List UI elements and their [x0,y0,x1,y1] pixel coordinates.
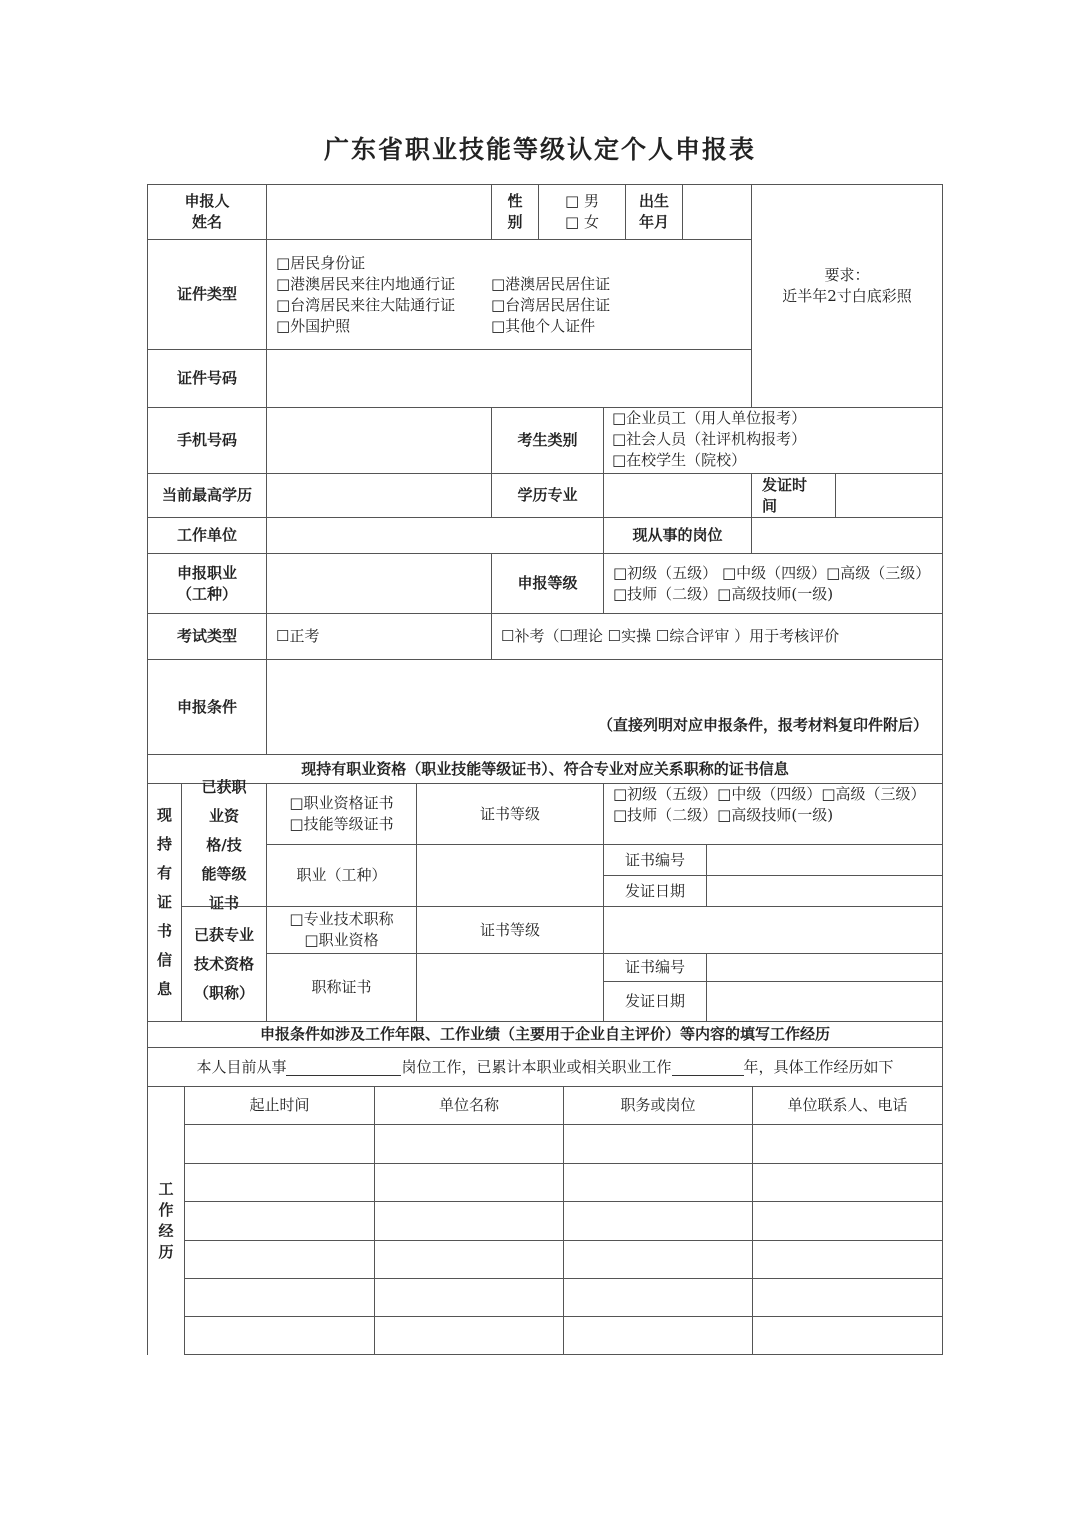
id-type-option[interactable]: □港澳居民居住证 [491,274,611,293]
education-label: 当前最高学历 [147,473,267,518]
work-history-cell[interactable] [374,1124,564,1164]
conditions-field[interactable] [266,659,943,755]
occupation-field[interactable] [266,553,492,614]
gender-label: 性别 [491,184,539,240]
work-side-label: 工作经历 [147,1086,185,1355]
birth-label: 出生年月 [625,184,683,240]
cert-level-option-row[interactable]: □技师（二级）□高级技师(一级) [613,806,834,824]
education-field[interactable] [266,473,492,518]
phone-label: 手机号码 [147,407,267,474]
id-number-field[interactable] [266,349,752,408]
years-blank[interactable] [672,1059,744,1076]
sentence-part: 岗位工作，已累计本职业或相关职业工作 [401,1057,672,1076]
birth-field[interactable] [682,184,752,240]
issue-date-field[interactable] [706,875,943,907]
work-history-cell[interactable] [752,1124,943,1164]
work-history-cell[interactable] [752,1201,943,1241]
work-history-cell[interactable] [374,1201,564,1241]
professional-cert-option[interactable]: □职业资格 [304,931,379,949]
work-history-cell[interactable] [563,1278,753,1317]
candidate-type-label: 考生类别 [491,407,604,474]
id-type-option[interactable]: □港澳居民来往内地通行证 [276,274,456,293]
issue-date-label: 发证日期 [603,981,707,1022]
cert-no-label: 证书编号 [603,844,707,876]
issue-date-field[interactable] [706,981,943,1022]
id-type-option[interactable]: □台湾居民来往大陆通行证 [276,295,456,314]
vocational-cert-option[interactable]: □职业资格证书 [289,794,394,812]
issue-time-field[interactable] [835,473,943,518]
conditions-label: 申报条件 [147,659,267,755]
level-label: 申报等级 [491,553,604,614]
work-history-cell[interactable] [184,1124,375,1164]
work-section-header: 申报条件如涉及工作年限、工作业绩（主要用于企业自主评价）等内容的填写工作经历 [147,1021,943,1048]
work-history-cell[interactable] [563,1201,753,1241]
name-label: 申报人姓名 [147,184,267,240]
candidate-type-options[interactable] [603,407,943,474]
title-cert-label: 职称证书 [266,953,417,1022]
work-history-cell[interactable] [563,1240,753,1279]
issue-date-label: 发证日期 [603,875,707,907]
photo-area[interactable] [751,184,943,408]
position-field[interactable] [751,517,943,554]
work-history-cell[interactable] [184,1201,375,1241]
cert-level-options[interactable] [603,783,943,845]
cert-level-option-row[interactable]: □初级（五级）□中级（四级）□高级（三级） [613,785,926,803]
photo-req-label: 要求： [824,266,870,284]
candidate-type-option[interactable]: □社会人员（社评机构报考） [612,430,807,448]
cert-no-field[interactable] [706,953,943,982]
work-history-cell[interactable] [752,1163,943,1202]
work-history-cell[interactable] [563,1163,753,1202]
vocational-cert-label: 已获职业资格/技能等级证书 [181,783,267,907]
major-field[interactable] [603,473,752,518]
cert-level-label: 证书等级 [416,906,604,954]
cert-level-label: 证书等级 [416,783,604,845]
gender-options[interactable] [538,184,626,240]
employer-field[interactable] [266,517,604,554]
work-column-header: 单位名称 [374,1086,564,1125]
id-type-option[interactable]: □台湾居民居住证 [491,295,611,314]
work-history-cell[interactable] [184,1316,375,1355]
work-history-cell[interactable] [184,1278,375,1317]
major-label: 学历专业 [491,473,604,518]
work-column-header: 单位联系人、电话 [752,1086,943,1125]
id-type-option[interactable]: □居民身份证 [276,253,366,272]
name-field[interactable] [266,184,492,240]
vocational-cert-types[interactable] [266,783,417,845]
title-cert-field[interactable] [416,953,604,1022]
exam-type-label: 考试类型 [147,613,267,660]
photo-req-text: 近半年2寸白底彩照 [782,287,912,305]
work-history-cell[interactable] [374,1240,564,1279]
id-type-options[interactable] [266,239,752,350]
level-options[interactable]: □初级（五级） □中级（四级）□高级（三级）□技师（二级）□高级技师(一级) [603,553,943,614]
occupation-label: 申报职业（工种） [147,553,267,614]
exam-makeup-options[interactable]: ☐补考（☐理论 ☐实操 ☐综合评审 ）用于考核评价 [491,613,943,660]
work-history-cell[interactable] [374,1163,564,1202]
vocational-cert-option[interactable]: □技能等级证书 [289,815,394,833]
id-number-label: 证件号码 [147,349,267,408]
sentence-part: 本人目前从事 [196,1057,287,1076]
exam-regular-checkbox[interactable]: ☐正考 [266,613,492,660]
work-summary-sentence [147,1047,943,1087]
id-type-option[interactable]: □外国护照 [276,316,351,335]
phone-field[interactable] [266,407,492,474]
id-type-label: 证件类型 [147,239,267,350]
cert-side-label: 现持有证书信息 [147,783,182,1022]
work-history-cell[interactable] [184,1240,375,1279]
employer-label: 工作单位 [147,517,267,554]
work-column-header: 职务或岗位 [563,1086,753,1125]
professional-cert-label: 已获专业技术资格（职称） [181,906,267,1022]
current-post-blank[interactable] [286,1059,401,1076]
id-type-option[interactable]: □其他个人证件 [491,316,596,335]
work-history-cell[interactable] [184,1163,375,1202]
id-type-spacer [491,253,691,274]
work-column-header: 起止时间 [184,1086,375,1125]
cert-no-field[interactable] [706,844,943,876]
issue-time-label: 发证时间 [751,473,836,518]
work-history-cell[interactable] [374,1278,564,1317]
work-history-cell[interactable] [752,1316,943,1355]
sentence-part: 年，具体工作经历如下 [743,1057,894,1076]
work-history-cell[interactable] [563,1124,753,1164]
gender-female-checkbox[interactable]: □ 女 [565,213,599,231]
work-history-cell[interactable] [752,1278,943,1317]
cert-section-header: 现持有职业资格（职业技能等级证书）、符合专业对应关系职称的证书信息 [147,754,943,784]
cert-no-label: 证书编号 [603,953,707,982]
candidate-type-option[interactable]: □在校学生（院校） [612,451,747,469]
cert-occupation-label: 职业（工种） [266,844,417,907]
cert-occupation-field[interactable] [416,844,604,907]
gender-male-checkbox[interactable]: □ 男 [565,192,599,210]
professional-cert-types[interactable] [266,906,417,954]
work-history-cell[interactable] [752,1240,943,1279]
candidate-type-option[interactable]: □企业员工（用人单位报考） [612,409,807,427]
form-title: 广东省职业技能等级认定个人申报表 [323,135,756,164]
position-label: 现从事的岗位 [603,517,752,554]
work-history-cell[interactable] [563,1316,753,1355]
professional-cert-option[interactable]: □专业技术职称 [289,910,394,928]
professional-level-field[interactable] [603,906,943,954]
conditions-note: （直接列明对应申报条件，报考材料复印件附后） [597,716,928,734]
work-history-cell[interactable] [374,1316,564,1355]
